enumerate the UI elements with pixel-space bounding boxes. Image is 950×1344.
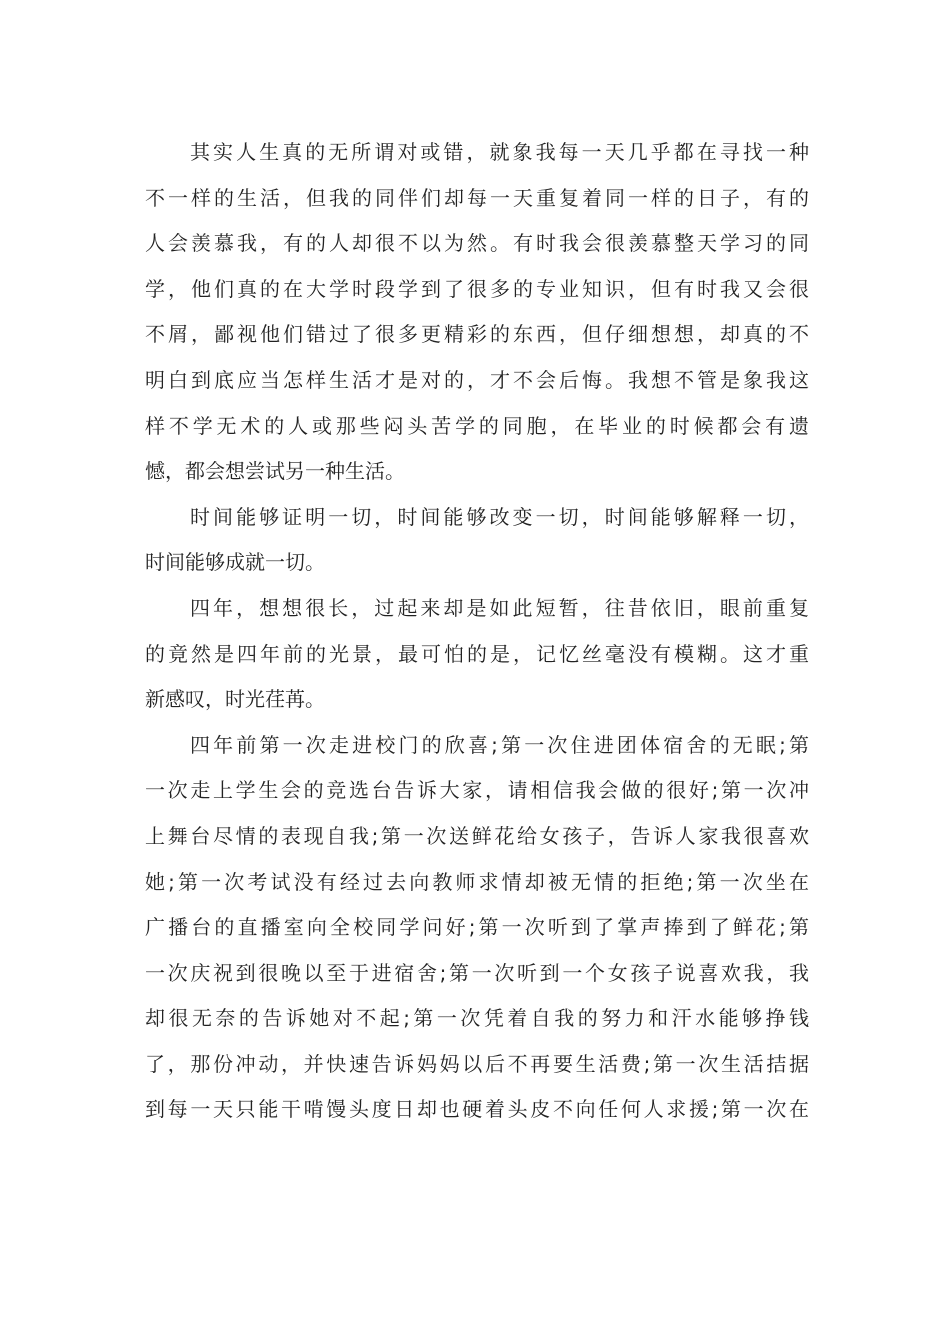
paragraph-1-line-4: 学，他们真的在大学时段学到了很多的专业知识，但有时我又会很 [145, 276, 809, 301]
paragraph-4-line-3: 上舞台尽情的表现自我;第一次送鲜花给女孩子，告诉人家我很喜欢 [145, 823, 809, 848]
paragraph-3-line-2: 的竟然是四年前的光景，最可怕的是，记忆丝毫没有模糊。这才重 [145, 641, 809, 666]
paragraph-4-line-4: 她;第一次考试没有经过去向教师求情却被无情的拒绝;第一次坐在 [145, 869, 809, 894]
paragraph-4-line-2: 一次走上学生会的竞选台告诉大家，请相信我会做的很好;第一次冲 [145, 778, 809, 803]
paragraph-1-line-7: 样不学无术的人或那些闷头苦学的同胞，在毕业的时候都会有遗 [145, 413, 809, 438]
paragraph-1-line-8: 憾，都会想尝试另一种生活。 [145, 459, 405, 484]
paragraph-3-line-1: 四年，想想很长，过起来却是如此短暂，往昔依旧，眼前重复 [190, 595, 809, 620]
paragraph-1-line-3: 人会羡慕我，有的人却很不以为然。有时我会很羡慕整天学习的同 [145, 231, 809, 256]
paragraph-1-line-1: 其实人生真的无所谓对或错，就象我每一天几乎都在寻找一种 [190, 140, 809, 164]
paragraph-4-line-1: 四年前第一次走进校门的欣喜;第一次住进团体宿舍的无眠;第 [190, 732, 809, 757]
paragraph-4-line-8: 了，那份冲动，并快速告诉妈妈以后不再要生活费;第一次生活拮据 [145, 1051, 809, 1076]
paragraph-4-line-9: 到每一天只能干啃馒头度日却也硬着头皮不向任何人求援;第一次在 [145, 1097, 809, 1122]
paragraph-1-line-6: 明白到底应当怎样生活才是对的，才不会后悔。我想不管是象我这 [145, 367, 809, 392]
paragraph-2-line-2: 时间能够成就一切。 [145, 550, 325, 575]
paragraph-2-line-1: 时间能够证明一切，时间能够改变一切，时间能够解释一切， [190, 504, 809, 529]
paragraph-4-line-6: 一次庆祝到很晚以至于进宿舍;第一次听到一个女孩子说喜欢我，我 [145, 960, 809, 985]
paragraph-4-line-5: 广播台的直播室向全校同学问好;第一次听到了掌声捧到了鲜花;第 [145, 915, 809, 940]
paragraph-1-line-5: 不屑，鄙视他们错过了很多更精彩的东西，但仔细想想，却真的不 [145, 322, 809, 347]
paragraph-4-line-7: 却很无奈的告诉她对不起;第一次凭着自我的努力和汗水能够挣钱 [145, 1006, 809, 1031]
paragraph-1-line-2: 不一样的生活，但我的同伴们却每一天重复着同一样的日子，有的 [145, 185, 809, 210]
paragraph-3-line-3: 新感叹，时光荏苒。 [145, 687, 325, 712]
document-body [145, 130, 809, 1133]
